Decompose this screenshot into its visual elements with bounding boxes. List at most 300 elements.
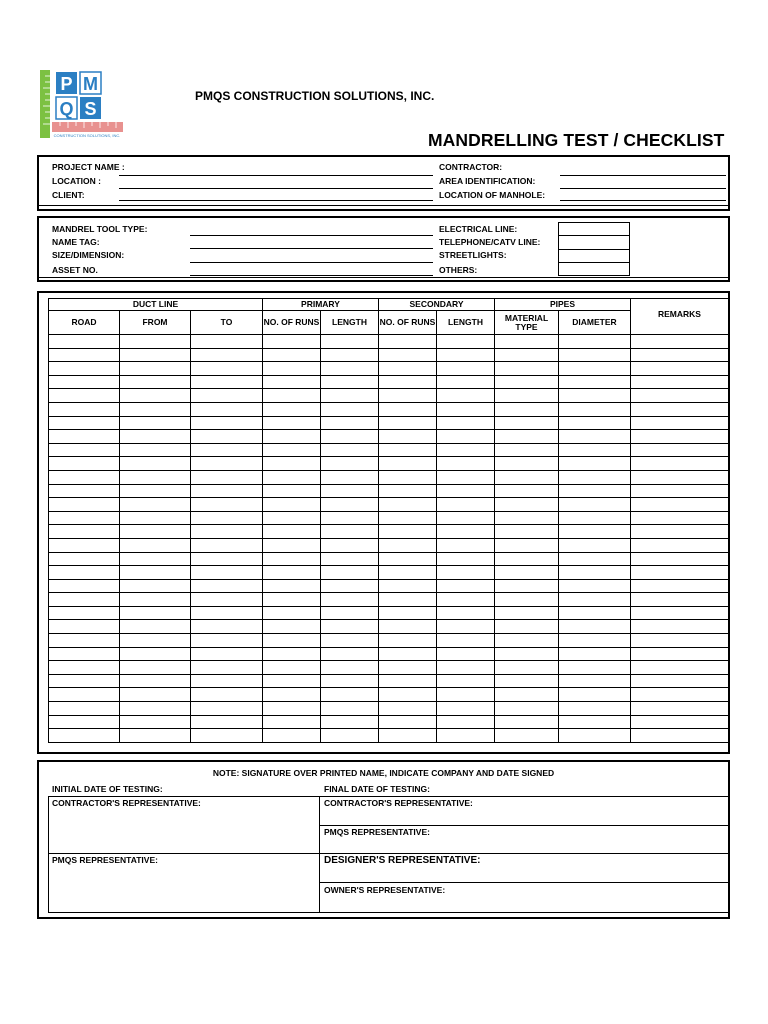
table-cell[interactable] xyxy=(321,688,379,702)
table-cell[interactable] xyxy=(321,389,379,403)
table-row[interactable] xyxy=(49,579,729,593)
table-cell[interactable] xyxy=(559,457,631,471)
table-cell[interactable] xyxy=(191,470,263,484)
table-cell[interactable] xyxy=(49,606,120,620)
table-cell[interactable] xyxy=(631,715,729,729)
table-cell[interactable] xyxy=(263,389,321,403)
table-cell[interactable] xyxy=(191,335,263,349)
table-cell[interactable] xyxy=(631,335,729,349)
table-cell[interactable] xyxy=(191,498,263,512)
table-cell[interactable] xyxy=(379,402,437,416)
table-cell[interactable] xyxy=(263,416,321,430)
table-cell[interactable] xyxy=(120,647,191,661)
table-cell[interactable] xyxy=(631,470,729,484)
table-cell[interactable] xyxy=(49,402,120,416)
table-cell[interactable] xyxy=(379,593,437,607)
table-cell[interactable] xyxy=(495,606,559,620)
table-cell[interactable] xyxy=(379,538,437,552)
table-row[interactable] xyxy=(49,511,729,525)
table-cell[interactable] xyxy=(263,702,321,716)
table-cell[interactable] xyxy=(437,674,495,688)
table-cell[interactable] xyxy=(437,430,495,444)
table-cell[interactable] xyxy=(321,729,379,743)
table-cell[interactable] xyxy=(263,688,321,702)
table-cell[interactable] xyxy=(495,348,559,362)
table-cell[interactable] xyxy=(191,634,263,648)
table-cell[interactable] xyxy=(191,688,263,702)
contractor-field[interactable] xyxy=(560,175,726,176)
table-cell[interactable] xyxy=(559,647,631,661)
table-cell[interactable] xyxy=(559,375,631,389)
table-cell[interactable] xyxy=(321,579,379,593)
client-field-underline[interactable] xyxy=(119,200,433,201)
table-cell[interactable] xyxy=(379,389,437,403)
table-cell[interactable] xyxy=(263,579,321,593)
table-cell[interactable] xyxy=(495,402,559,416)
table-row[interactable] xyxy=(49,430,729,444)
table-row[interactable] xyxy=(49,566,729,580)
table-cell[interactable] xyxy=(495,389,559,403)
table-row[interactable] xyxy=(49,620,729,634)
table-cell[interactable] xyxy=(191,402,263,416)
table-cell[interactable] xyxy=(191,566,263,580)
table-cell[interactable] xyxy=(379,348,437,362)
table-cell[interactable] xyxy=(191,593,263,607)
table-cell[interactable] xyxy=(559,702,631,716)
table-cell[interactable] xyxy=(321,430,379,444)
table-cell[interactable] xyxy=(495,715,559,729)
table-cell[interactable] xyxy=(263,511,321,525)
table-cell[interactable] xyxy=(379,674,437,688)
table-cell[interactable] xyxy=(120,661,191,675)
table-cell[interactable] xyxy=(631,389,729,403)
table-cell[interactable] xyxy=(379,552,437,566)
table-cell[interactable] xyxy=(631,593,729,607)
table-cell[interactable] xyxy=(49,498,120,512)
table-cell[interactable] xyxy=(321,647,379,661)
table-cell[interactable] xyxy=(321,348,379,362)
table-cell[interactable] xyxy=(321,606,379,620)
size-dimension-field[interactable] xyxy=(190,262,433,263)
table-cell[interactable] xyxy=(191,416,263,430)
table-cell[interactable] xyxy=(379,443,437,457)
table-cell[interactable] xyxy=(495,484,559,498)
table-cell[interactable] xyxy=(559,552,631,566)
table-cell[interactable] xyxy=(559,348,631,362)
table-cell[interactable] xyxy=(120,430,191,444)
table-cell[interactable] xyxy=(631,348,729,362)
table-cell[interactable] xyxy=(495,375,559,389)
table-cell[interactable] xyxy=(321,620,379,634)
table-cell[interactable] xyxy=(631,498,729,512)
table-cell[interactable] xyxy=(379,362,437,376)
table-cell[interactable] xyxy=(631,729,729,743)
table-cell[interactable] xyxy=(49,457,120,471)
table-cell[interactable] xyxy=(437,593,495,607)
table-cell[interactable] xyxy=(120,552,191,566)
table-cell[interactable] xyxy=(321,335,379,349)
table-cell[interactable] xyxy=(631,484,729,498)
name-tag-field[interactable] xyxy=(190,248,433,249)
table-cell[interactable] xyxy=(120,484,191,498)
table-cell[interactable] xyxy=(321,525,379,539)
table-cell[interactable] xyxy=(191,552,263,566)
table-cell[interactable] xyxy=(120,402,191,416)
table-cell[interactable] xyxy=(437,362,495,376)
table-cell[interactable] xyxy=(437,538,495,552)
table-cell[interactable] xyxy=(49,715,120,729)
table-cell[interactable] xyxy=(263,634,321,648)
table-cell[interactable] xyxy=(559,484,631,498)
table-cell[interactable] xyxy=(495,620,559,634)
table-cell[interactable] xyxy=(631,443,729,457)
table-cell[interactable] xyxy=(263,538,321,552)
table-cell[interactable] xyxy=(437,715,495,729)
table-cell[interactable] xyxy=(49,335,120,349)
table-cell[interactable] xyxy=(559,593,631,607)
table-cell[interactable] xyxy=(120,715,191,729)
table-cell[interactable] xyxy=(191,674,263,688)
table-cell[interactable] xyxy=(120,335,191,349)
table-cell[interactable] xyxy=(495,634,559,648)
table-cell[interactable] xyxy=(437,443,495,457)
table-cell[interactable] xyxy=(559,538,631,552)
table-cell[interactable] xyxy=(437,525,495,539)
table-cell[interactable] xyxy=(379,661,437,675)
table-cell[interactable] xyxy=(379,702,437,716)
table-cell[interactable] xyxy=(631,579,729,593)
table-cell[interactable] xyxy=(120,674,191,688)
table-cell[interactable] xyxy=(263,729,321,743)
table-cell[interactable] xyxy=(437,566,495,580)
table-cell[interactable] xyxy=(191,484,263,498)
table-cell[interactable] xyxy=(437,579,495,593)
table-cell[interactable] xyxy=(321,457,379,471)
table-cell[interactable] xyxy=(263,498,321,512)
table-cell[interactable] xyxy=(49,430,120,444)
table-cell[interactable] xyxy=(495,525,559,539)
table-cell[interactable] xyxy=(191,511,263,525)
asset-no-field[interactable] xyxy=(190,275,433,276)
table-cell[interactable] xyxy=(191,661,263,675)
table-cell[interactable] xyxy=(120,443,191,457)
table-cell[interactable] xyxy=(559,511,631,525)
table-cell[interactable] xyxy=(321,674,379,688)
table-cell[interactable] xyxy=(379,525,437,539)
table-cell[interactable] xyxy=(49,470,120,484)
table-cell[interactable] xyxy=(120,688,191,702)
table-cell[interactable] xyxy=(49,538,120,552)
table-cell[interactable] xyxy=(263,606,321,620)
table-cell[interactable] xyxy=(559,430,631,444)
table-cell[interactable] xyxy=(321,498,379,512)
table-cell[interactable] xyxy=(49,661,120,675)
table-cell[interactable] xyxy=(495,443,559,457)
table-cell[interactable] xyxy=(263,470,321,484)
table-cell[interactable] xyxy=(437,335,495,349)
table-cell[interactable] xyxy=(49,552,120,566)
table-cell[interactable] xyxy=(191,457,263,471)
table-cell[interactable] xyxy=(559,688,631,702)
table-cell[interactable] xyxy=(321,538,379,552)
table-cell[interactable] xyxy=(321,661,379,675)
table-cell[interactable] xyxy=(437,484,495,498)
table-row[interactable] xyxy=(49,647,729,661)
table-cell[interactable] xyxy=(631,566,729,580)
table-cell[interactable] xyxy=(559,443,631,457)
table-cell[interactable] xyxy=(559,402,631,416)
table-row[interactable] xyxy=(49,443,729,457)
table-cell[interactable] xyxy=(379,634,437,648)
table-row[interactable] xyxy=(49,362,729,376)
table-cell[interactable] xyxy=(120,389,191,403)
table-cell[interactable] xyxy=(631,457,729,471)
table-cell[interactable] xyxy=(49,443,120,457)
table-cell[interactable] xyxy=(631,525,729,539)
table-cell[interactable] xyxy=(49,647,120,661)
table-cell[interactable] xyxy=(559,362,631,376)
table-cell[interactable] xyxy=(379,579,437,593)
table-cell[interactable] xyxy=(437,620,495,634)
table-cell[interactable] xyxy=(437,606,495,620)
table-cell[interactable] xyxy=(495,498,559,512)
table-cell[interactable] xyxy=(437,552,495,566)
table-cell[interactable] xyxy=(191,375,263,389)
table-cell[interactable] xyxy=(495,661,559,675)
table-cell[interactable] xyxy=(437,416,495,430)
table-cell[interactable] xyxy=(379,647,437,661)
table-cell[interactable] xyxy=(120,416,191,430)
table-cell[interactable] xyxy=(379,729,437,743)
table-cell[interactable] xyxy=(321,402,379,416)
table-cell[interactable] xyxy=(263,674,321,688)
table-cell[interactable] xyxy=(263,362,321,376)
table-cell[interactable] xyxy=(631,661,729,675)
table-cell[interactable] xyxy=(321,484,379,498)
table-cell[interactable] xyxy=(495,702,559,716)
table-cell[interactable] xyxy=(631,688,729,702)
table-cell[interactable] xyxy=(559,566,631,580)
table-cell[interactable] xyxy=(631,375,729,389)
table-cell[interactable] xyxy=(379,606,437,620)
table-cell[interactable] xyxy=(437,647,495,661)
table-row[interactable] xyxy=(49,729,729,743)
table-cell[interactable] xyxy=(631,430,729,444)
table-cell[interactable] xyxy=(437,457,495,471)
table-cell[interactable] xyxy=(120,729,191,743)
table-cell[interactable] xyxy=(495,511,559,525)
table-cell[interactable] xyxy=(263,402,321,416)
table-cell[interactable] xyxy=(321,470,379,484)
duct-grid-body[interactable] xyxy=(49,335,729,743)
table-cell[interactable] xyxy=(49,484,120,498)
table-cell[interactable] xyxy=(191,729,263,743)
table-cell[interactable] xyxy=(49,729,120,743)
table-cell[interactable] xyxy=(49,620,120,634)
table-cell[interactable] xyxy=(263,484,321,498)
table-cell[interactable] xyxy=(263,525,321,539)
table-cell[interactable] xyxy=(321,511,379,525)
table-cell[interactable] xyxy=(495,335,559,349)
table-cell[interactable] xyxy=(120,511,191,525)
table-cell[interactable] xyxy=(321,443,379,457)
table-cell[interactable] xyxy=(120,538,191,552)
table-cell[interactable] xyxy=(120,579,191,593)
table-cell[interactable] xyxy=(437,661,495,675)
table-cell[interactable] xyxy=(437,498,495,512)
table-cell[interactable] xyxy=(495,457,559,471)
table-cell[interactable] xyxy=(263,348,321,362)
table-cell[interactable] xyxy=(49,416,120,430)
table-cell[interactable] xyxy=(321,375,379,389)
table-cell[interactable] xyxy=(559,579,631,593)
table-cell[interactable] xyxy=(559,715,631,729)
table-cell[interactable] xyxy=(321,416,379,430)
location-of-manhole-field[interactable] xyxy=(560,200,726,201)
table-cell[interactable] xyxy=(191,525,263,539)
table-cell[interactable] xyxy=(631,674,729,688)
table-cell[interactable] xyxy=(191,362,263,376)
table-cell[interactable] xyxy=(495,538,559,552)
table-cell[interactable] xyxy=(559,416,631,430)
table-cell[interactable] xyxy=(191,579,263,593)
mandrel-tool-type-field[interactable] xyxy=(190,235,433,236)
table-row[interactable] xyxy=(49,375,729,389)
table-cell[interactable] xyxy=(495,566,559,580)
table-row[interactable] xyxy=(49,402,729,416)
table-cell[interactable] xyxy=(120,375,191,389)
table-cell[interactable] xyxy=(263,375,321,389)
table-cell[interactable] xyxy=(495,470,559,484)
table-cell[interactable] xyxy=(263,593,321,607)
table-cell[interactable] xyxy=(379,715,437,729)
table-cell[interactable] xyxy=(495,688,559,702)
table-cell[interactable] xyxy=(379,484,437,498)
table-cell[interactable] xyxy=(120,470,191,484)
table-cell[interactable] xyxy=(191,702,263,716)
table-cell[interactable] xyxy=(49,389,120,403)
table-cell[interactable] xyxy=(495,416,559,430)
table-cell[interactable] xyxy=(559,674,631,688)
table-row[interactable] xyxy=(49,661,729,675)
table-cell[interactable] xyxy=(559,389,631,403)
table-cell[interactable] xyxy=(379,335,437,349)
table-cell[interactable] xyxy=(437,634,495,648)
table-row[interactable] xyxy=(49,498,729,512)
table-cell[interactable] xyxy=(263,620,321,634)
table-cell[interactable] xyxy=(263,457,321,471)
table-cell[interactable] xyxy=(191,348,263,362)
client-field[interactable] xyxy=(119,188,433,189)
table-cell[interactable] xyxy=(495,647,559,661)
table-row[interactable] xyxy=(49,715,729,729)
table-cell[interactable] xyxy=(379,688,437,702)
table-cell[interactable] xyxy=(379,457,437,471)
table-cell[interactable] xyxy=(321,362,379,376)
table-cell[interactable] xyxy=(379,470,437,484)
table-row[interactable] xyxy=(49,688,729,702)
table-cell[interactable] xyxy=(437,702,495,716)
area-identification-field[interactable] xyxy=(560,188,726,189)
table-cell[interactable] xyxy=(379,620,437,634)
table-cell[interactable] xyxy=(631,402,729,416)
table-row[interactable] xyxy=(49,552,729,566)
table-cell[interactable] xyxy=(49,593,120,607)
table-cell[interactable] xyxy=(495,579,559,593)
table-cell[interactable] xyxy=(263,430,321,444)
table-cell[interactable] xyxy=(191,620,263,634)
table-cell[interactable] xyxy=(191,715,263,729)
table-cell[interactable] xyxy=(495,729,559,743)
table-row[interactable] xyxy=(49,457,729,471)
table-cell[interactable] xyxy=(495,674,559,688)
table-cell[interactable] xyxy=(437,402,495,416)
table-cell[interactable] xyxy=(120,593,191,607)
table-cell[interactable] xyxy=(437,470,495,484)
table-cell[interactable] xyxy=(49,634,120,648)
table-cell[interactable] xyxy=(120,348,191,362)
table-cell[interactable] xyxy=(191,538,263,552)
table-cell[interactable] xyxy=(631,647,729,661)
table-cell[interactable] xyxy=(437,688,495,702)
table-cell[interactable] xyxy=(49,688,120,702)
table-cell[interactable] xyxy=(379,430,437,444)
table-cell[interactable] xyxy=(437,389,495,403)
table-cell[interactable] xyxy=(263,715,321,729)
table-cell[interactable] xyxy=(495,430,559,444)
table-cell[interactable] xyxy=(631,538,729,552)
table-cell[interactable] xyxy=(437,375,495,389)
table-cell[interactable] xyxy=(263,335,321,349)
table-row[interactable] xyxy=(49,470,729,484)
table-cell[interactable] xyxy=(263,566,321,580)
table-row[interactable] xyxy=(49,525,729,539)
table-cell[interactable] xyxy=(495,593,559,607)
table-row[interactable] xyxy=(49,348,729,362)
table-cell[interactable] xyxy=(49,511,120,525)
table-row[interactable] xyxy=(49,702,729,716)
table-cell[interactable] xyxy=(191,443,263,457)
table-cell[interactable] xyxy=(559,634,631,648)
table-row[interactable] xyxy=(49,335,729,349)
table-cell[interactable] xyxy=(379,566,437,580)
table-cell[interactable] xyxy=(321,634,379,648)
table-cell[interactable] xyxy=(49,566,120,580)
table-cell[interactable] xyxy=(191,647,263,661)
table-cell[interactable] xyxy=(379,375,437,389)
table-cell[interactable] xyxy=(49,702,120,716)
table-cell[interactable] xyxy=(631,416,729,430)
table-cell[interactable] xyxy=(321,715,379,729)
table-cell[interactable] xyxy=(559,470,631,484)
table-cell[interactable] xyxy=(631,606,729,620)
table-row[interactable] xyxy=(49,389,729,403)
table-cell[interactable] xyxy=(559,620,631,634)
table-cell[interactable] xyxy=(321,566,379,580)
table-cell[interactable] xyxy=(437,729,495,743)
table-cell[interactable] xyxy=(120,702,191,716)
table-cell[interactable] xyxy=(120,566,191,580)
table-cell[interactable] xyxy=(631,511,729,525)
table-cell[interactable] xyxy=(321,552,379,566)
table-cell[interactable] xyxy=(379,511,437,525)
table-cell[interactable] xyxy=(631,362,729,376)
table-cell[interactable] xyxy=(559,498,631,512)
table-cell[interactable] xyxy=(191,389,263,403)
table-cell[interactable] xyxy=(49,525,120,539)
table-cell[interactable] xyxy=(631,702,729,716)
table-cell[interactable] xyxy=(559,729,631,743)
